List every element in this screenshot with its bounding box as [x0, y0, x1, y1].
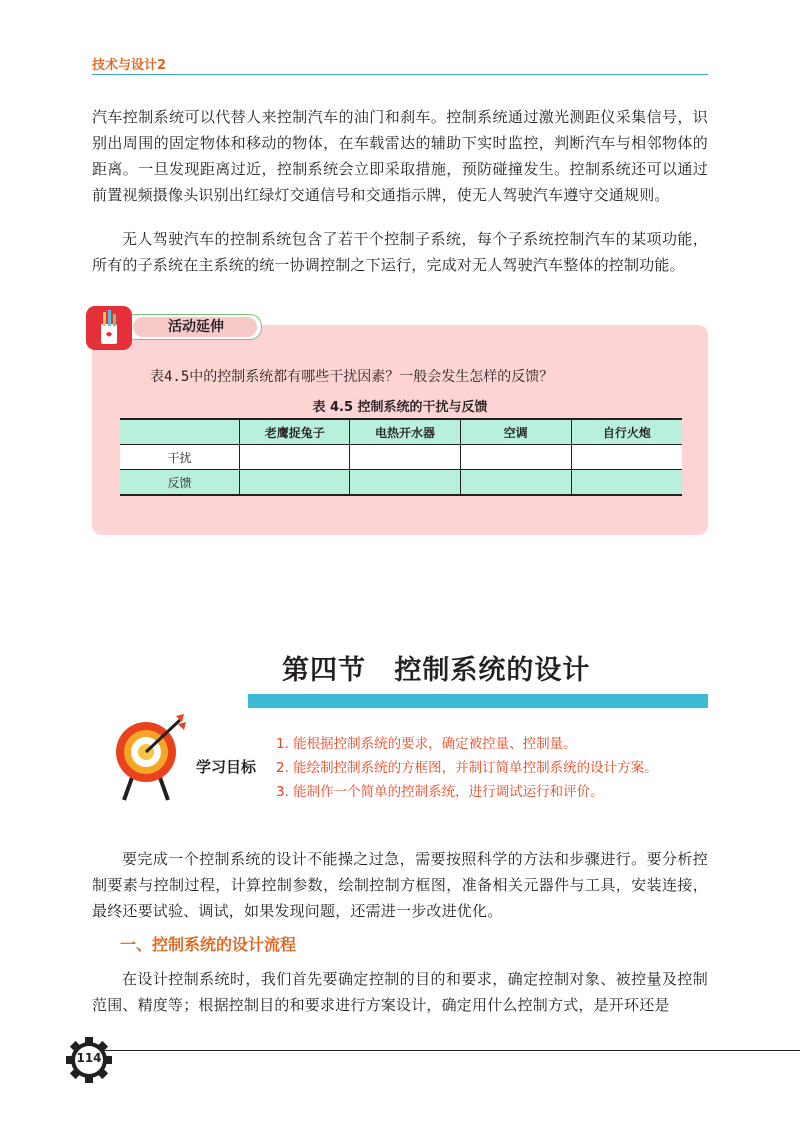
activity-label: 活动延伸 — [168, 319, 224, 335]
table-row — [120, 470, 682, 496]
section-title-bar — [248, 694, 708, 708]
table-cell — [460, 445, 571, 470]
interference-feedback-table — [120, 418, 682, 496]
table-cell — [571, 470, 682, 496]
table-header-cell: 空调 — [460, 419, 571, 445]
activity-question: 表4.5中的控制系统都有哪些干扰因素？一般会发生怎样的反馈？ — [150, 369, 554, 385]
subsection-heading: 一、控制系统的设计流程 — [120, 935, 297, 954]
table-header-cell: 老鹰捉兔子 — [240, 419, 350, 445]
subsection-paragraph: 在设计控制系统时，我们首先要确定控制的目的和要求，确定控制对象、被控量及控制范围、精度等；根据控制目的和要求进行方案设计，确定用什么控制方式，是开环还是 — [92, 970, 708, 1014]
learning-goal-item: 3. 能制作一个简单的控制系统，进行调试运行和评价。 — [276, 784, 604, 800]
table-row — [120, 445, 682, 470]
table-header-cell — [120, 419, 240, 445]
table-caption: 表 4.5 控制系统的干扰与反馈 — [312, 400, 488, 415]
table-row-label: 干扰 — [120, 445, 240, 470]
header-rule — [92, 74, 708, 75]
intro-paragraph-1: 汽车控制系统可以代替人来控制汽车的油门和刹车。控制系统通过激光测距仪采集信号，识别出周围的固定物体和移动的物体，在车载雷达的辅助下实时监控，判断汽车与相邻物体的距离。一旦发现距离过近，控制系统会立即采取措施，预防碰撞发生。控制系统还可以通过前置视频摄像头识别出红绿灯交通信号和交通指示牌，使无人驾驶汽车遵守交通规则。 — [92, 108, 708, 204]
table-cell — [240, 445, 350, 470]
table-cell — [460, 470, 571, 496]
table-cell — [350, 470, 460, 496]
footer-rule — [100, 1050, 800, 1051]
page-number: 114 — [76, 1051, 102, 1065]
body-paragraph: 要完成一个控制系统的设计不能操之过急，需要按照科学的方法和步骤进行。要分析控制要素与控制过程，计算控制参数，绘制控制方框图，准备相关元器件与工具，安装连接，最终还要试验、调试，如果发现问题，还需进一步改进优化。 — [92, 850, 708, 920]
intro-paragraph-2: 无人驾驶汽车的控制系统包含了若干个控制子系统，每个子系统控制汽车的某项功能，所有的子系统在主系统的统一协调控制之下运行，完成对无人驾驶汽车整体的控制功能。 — [92, 230, 708, 274]
table-header-row — [120, 419, 682, 445]
learning-goal-item: 2. 能绘制控制系统的方框图，并制订简单控制系统的设计方案。 — [276, 760, 658, 776]
pencil-cup-icon — [86, 306, 132, 350]
table-cell — [350, 445, 460, 470]
target-icon — [112, 712, 192, 802]
table-header-cell: 电热开水器 — [350, 419, 460, 445]
learning-goals-list — [276, 732, 658, 804]
section-title: 第四节 控制系统的设计 — [282, 655, 591, 686]
running-header-title: 技术与设计2 — [92, 58, 167, 73]
table-cell — [240, 470, 350, 496]
table-row-label: 反馈 — [120, 470, 240, 496]
learning-goals-label: 学习目标 — [196, 758, 257, 776]
table-cell — [571, 445, 682, 470]
table-header-cell: 自行火炮 — [571, 419, 682, 445]
learning-goal-item: 1. 能根据控制系统的要求，确定被控量、控制量。 — [276, 736, 577, 752]
